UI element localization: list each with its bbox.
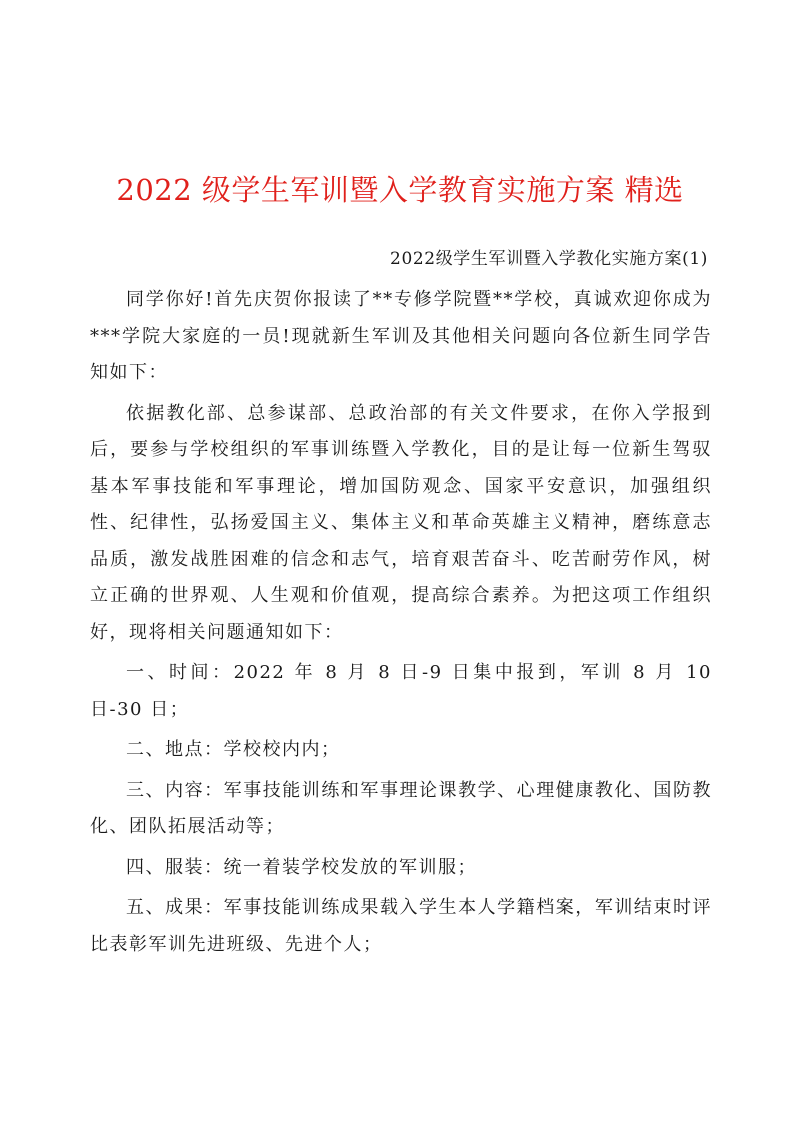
document-title: 2022 级学生军训暨入学教育实施方案 精选: [116, 173, 684, 207]
paragraph-purpose: 依据教化部、总参谋部、总政治部的有关文件要求，在你入学报到后，要参与学校组织的军事训练暨入学教化，目的是让每一位新生驾驭基本军事技能和军事理论，增加国防观念、国家平安意识，加强组织性、纪律性，弘扬爱国主义、集体主义和革命英雄主义精神，磨练意志品质，激发战胜困难的信念和志气，培育艰苦奋斗、吃苦耐劳作风，树立正确的世界观、人生观和价值观，提高综合素养。为把这项工作组织好，现将相关问题通知如下：: [90, 402, 712, 643]
paragraph-time: 一、时间：2022 年 8 月 8 日-9 日集中报到，军训 8 月 10 日-30 日；: [90, 662, 712, 720]
document-body: [90, 282, 712, 967]
paragraph-content: 三、内容：军事技能训练和军事理论课教学、心理健康教化、国防教化、团队拓展活动等；: [90, 779, 712, 837]
paragraph-location: 二、地点：学校校内内；: [126, 739, 341, 760]
paragraph-clothing: 四、服装：统一着装学校发放的军训服；: [126, 856, 477, 878]
paragraph-greeting: 同学你好!首先庆贺你报读了**专修学院暨**学校，真诚欢迎你成为***学院大家庭的一员!现就新生军训及其他相关问题向各位新生同学告知如下：: [90, 289, 712, 383]
paragraph-results: 五、成果：军事技能训练成果载入学生本人学籍档案，军训结束时评比表彰军训先进班级、先进个人；: [90, 897, 712, 955]
document-subtitle: 2022级学生军训暨入学教化实施方案(1): [390, 249, 708, 269]
